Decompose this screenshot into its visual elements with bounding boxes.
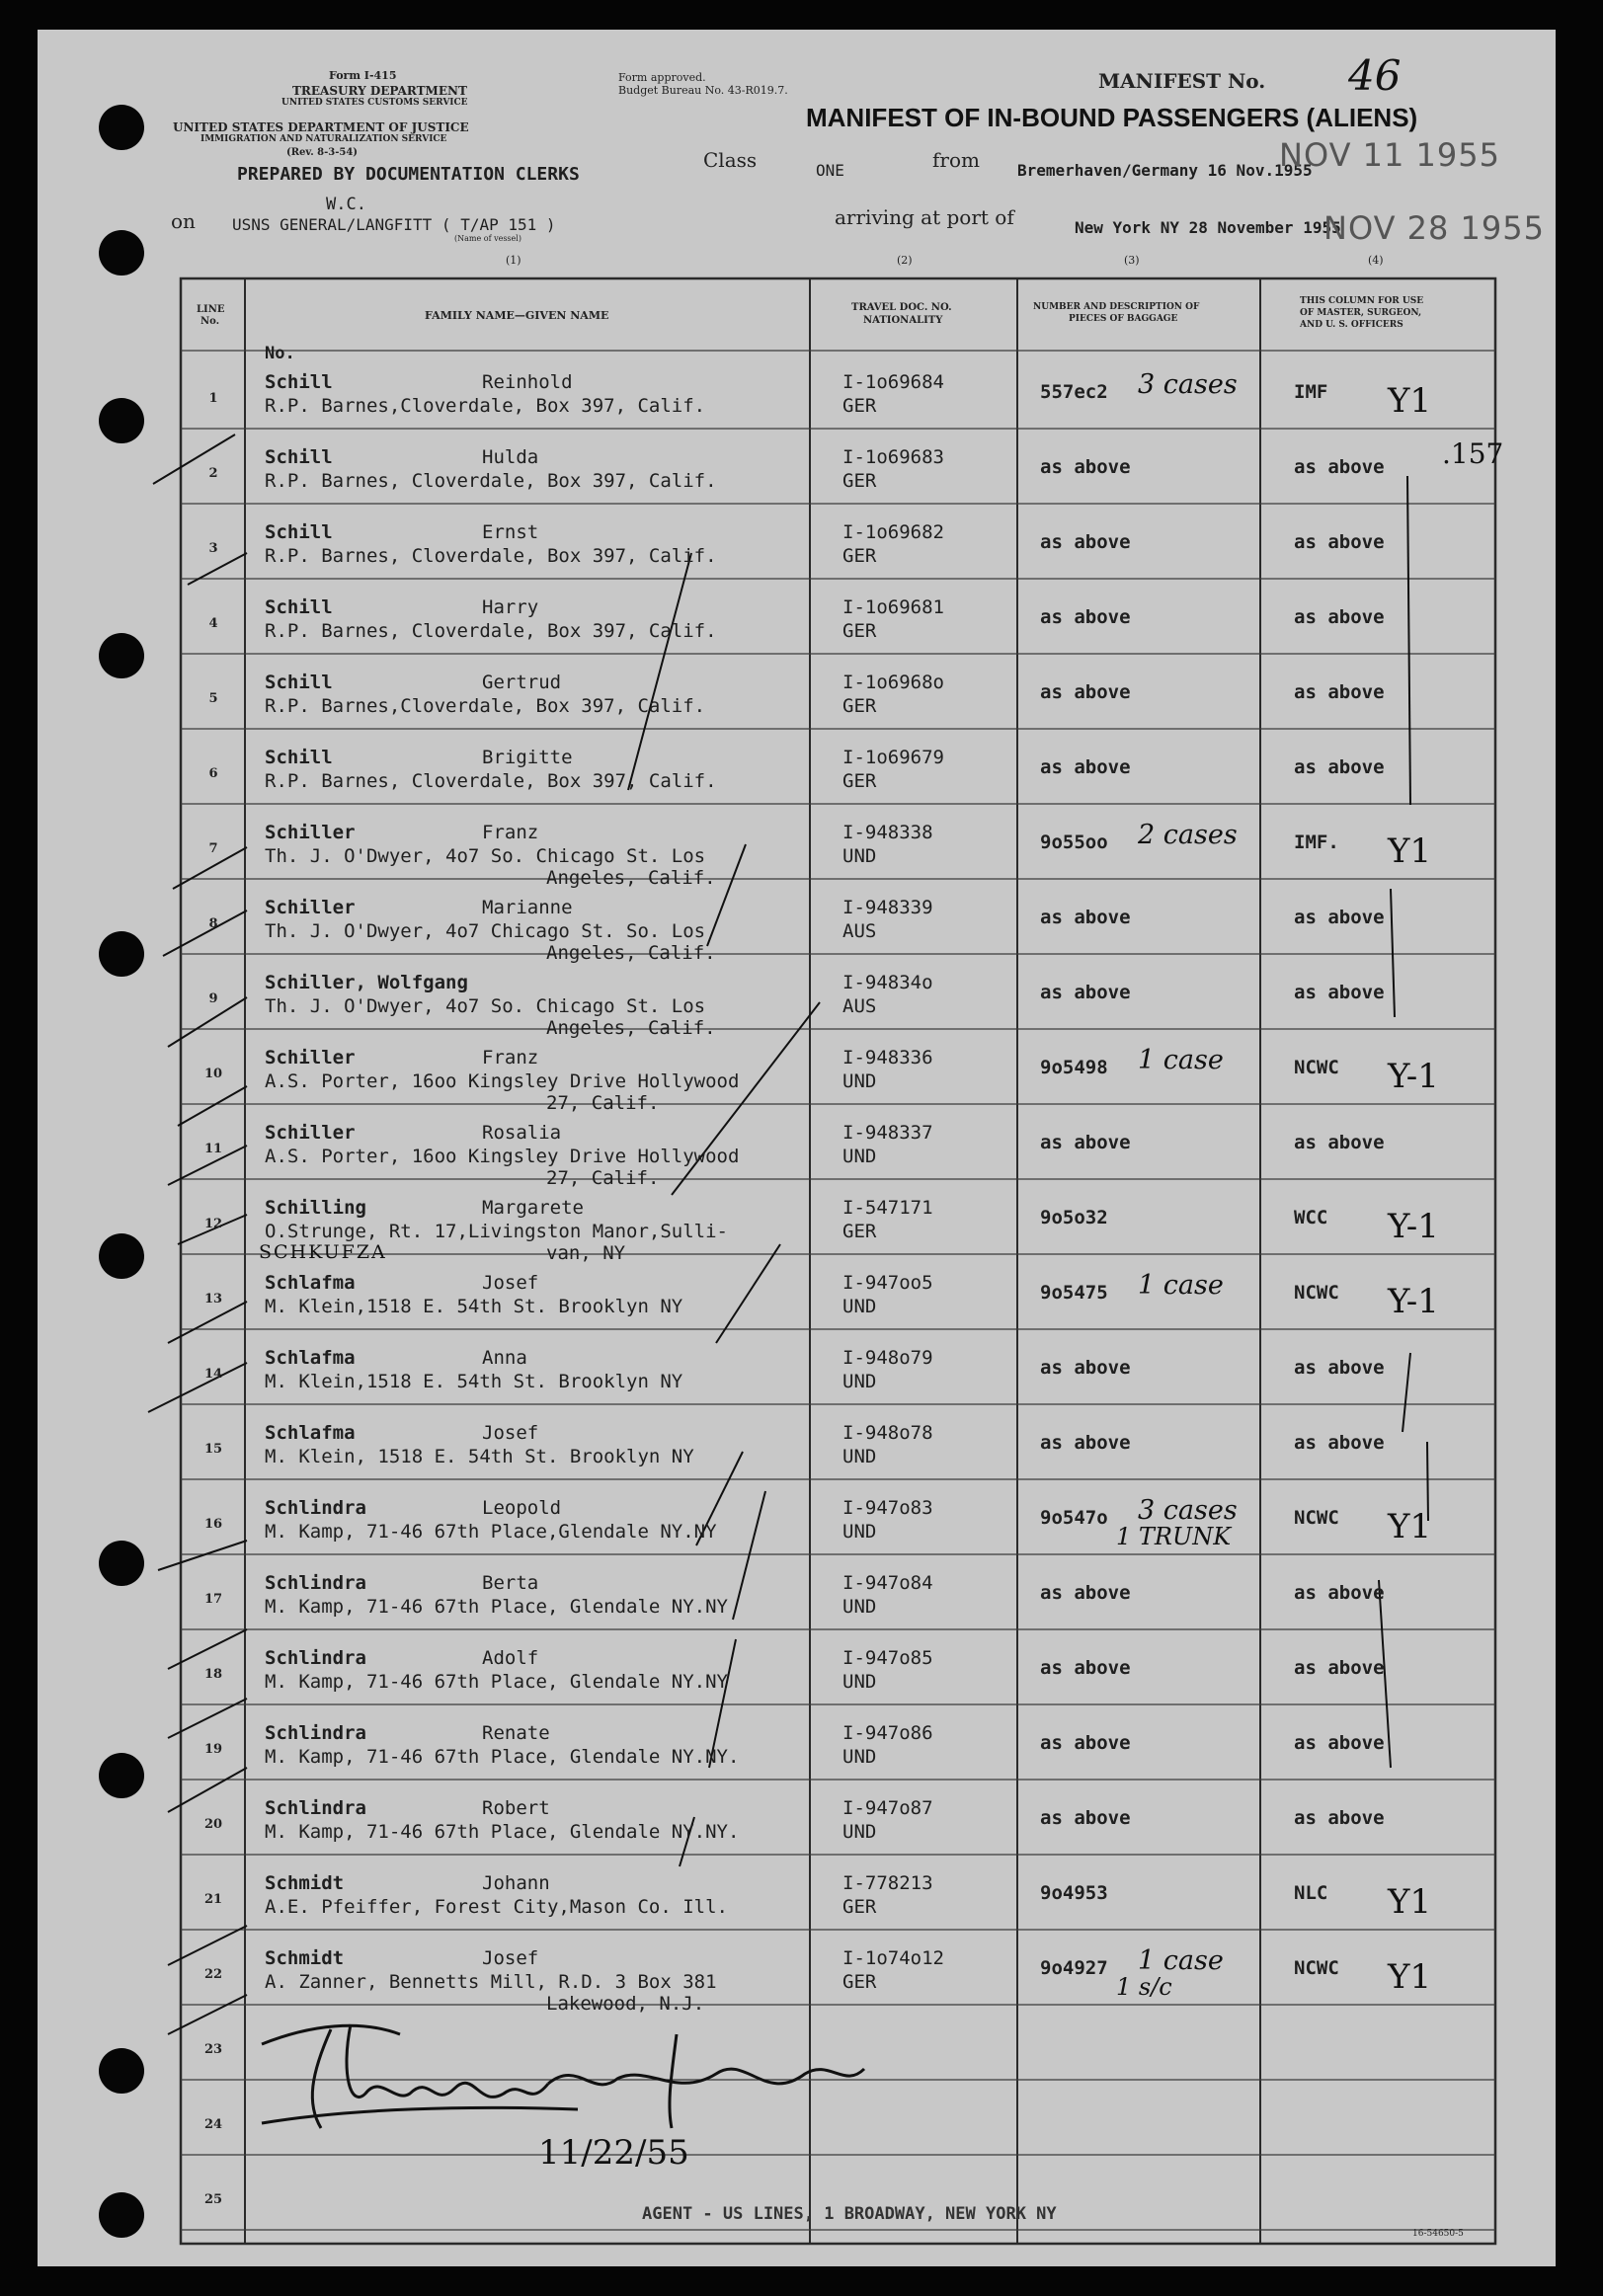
officer-use: as above: [1294, 1657, 1385, 1679]
us-address-cont: 27, Calif.: [546, 1167, 660, 1189]
officer-use: as above: [1294, 531, 1385, 553]
family-name: Schmidt: [265, 1947, 345, 1969]
from-label: from: [932, 148, 980, 172]
given-name: Hulda: [482, 446, 539, 468]
nationality: AUS: [842, 995, 877, 1017]
from-value: Bremerhaven/Germany 16 Nov.1955: [1017, 161, 1313, 180]
officer-use: as above: [1294, 606, 1385, 628]
us-address: Th. J. O'Dwyer, 4o7 So. Chicago St. Los: [265, 995, 706, 1017]
given-name: Leopold: [482, 1497, 562, 1519]
baggage: 9o55oo: [1040, 831, 1108, 853]
nationality: UND: [842, 1371, 877, 1392]
line-number: 18: [203, 1667, 223, 1682]
baggage: as above: [1040, 531, 1131, 553]
header-travel: TRAVEL DOC. NO.: [851, 302, 952, 313]
col-num-1: (1): [506, 254, 521, 267]
given-name: Berta: [482, 1572, 539, 1594]
baggage: as above: [1040, 681, 1131, 703]
us-address: M. Kamp, 71-46 67th Place, Glendale NY.NY.: [265, 1821, 740, 1843]
given-name: Josef: [482, 1947, 539, 1969]
travel-doc: I-948336: [842, 1047, 933, 1069]
officer-handwritten: Y1: [1388, 1882, 1432, 1922]
nationality: UND: [842, 1146, 877, 1167]
arriving-label: arriving at port of: [835, 205, 1014, 229]
line-number: 3: [208, 541, 218, 556]
travel-doc: I-1o69684: [842, 371, 944, 393]
travel-doc: I-1o69679: [842, 747, 944, 768]
baggage: as above: [1040, 1657, 1131, 1679]
family-name: Schill: [265, 521, 333, 543]
travel-doc: I-778213: [842, 1872, 933, 1894]
header-no: No.: [200, 316, 220, 327]
travel-doc: I-1o69683: [842, 446, 944, 468]
line-number: 10: [203, 1067, 223, 1081]
nationality: UND: [842, 845, 877, 867]
no-label: No.: [265, 344, 295, 363]
officer-handwritten: Y1: [1388, 831, 1432, 871]
nationality: GER: [842, 395, 877, 417]
line-number: 21: [203, 1892, 223, 1907]
header-officers-1: THIS COLUMN FOR USE: [1300, 296, 1424, 306]
officer-use: NCWC: [1294, 1057, 1339, 1078]
line-number: 2: [208, 466, 218, 481]
family-name: Schiller: [265, 1047, 356, 1069]
officer-use: as above: [1294, 1357, 1385, 1379]
baggage: 557ec2: [1040, 381, 1108, 403]
dept-treasury: TREASURY DEPARTMENT: [292, 84, 467, 98]
us-address: M. Kamp, 71-46 67th Place, Glendale NY.NY.: [265, 1746, 740, 1768]
given-name: Robert: [482, 1797, 550, 1819]
us-address-cont: Angeles, Calif.: [546, 942, 716, 964]
baggage: 9o547o: [1040, 1507, 1108, 1529]
nationality: UND: [842, 1070, 877, 1092]
form-number: Form I-415: [329, 69, 397, 82]
given-name: Ernst: [482, 521, 539, 543]
officer-use: NCWC: [1294, 1507, 1339, 1529]
nationality: UND: [842, 1671, 877, 1693]
manifest-title: MANIFEST OF IN-BOUND PASSENGERS (ALIENS): [806, 103, 1418, 132]
officer-use: as above: [1294, 756, 1385, 778]
us-address: M. Kamp, 71-46 67th Place,Glendale NY.NY: [265, 1521, 717, 1543]
us-address: Th. J. O'Dwyer, 4o7 So. Chicago St. Los: [265, 845, 706, 867]
nationality: GER: [842, 1896, 877, 1918]
line-number: 16: [203, 1517, 223, 1532]
nationality: GER: [842, 1971, 877, 1993]
baggage-handwritten: 2 cases: [1138, 820, 1238, 850]
baggage: as above: [1040, 1132, 1131, 1153]
us-address: R.P. Barnes, Cloverdale, Box 397, Calif.: [265, 770, 717, 792]
baggage-handwritten: 1 case: [1138, 1270, 1224, 1301]
given-name: Reinhold: [482, 371, 573, 393]
travel-doc: I-947o85: [842, 1647, 933, 1669]
form-revision: (Rev. 8-3-54): [286, 147, 359, 158]
dept-customs: UNITED STATES CUSTOMS SERVICE: [281, 98, 468, 108]
footer-code: 16-54650-5: [1412, 2229, 1464, 2239]
officer-handwritten: Y-1: [1388, 1057, 1439, 1096]
family-name: Schlafma: [265, 1272, 356, 1294]
officer-use: as above: [1294, 456, 1385, 478]
us-address: M. Klein, 1518 E. 54th St. Brooklyn NY: [265, 1446, 694, 1467]
us-address: R.P. Barnes, Cloverdale, Box 397, Calif.: [265, 470, 717, 492]
family-name: Schlindra: [265, 1647, 366, 1669]
line-number: 19: [203, 1742, 223, 1757]
given-name: Marianne: [482, 897, 573, 918]
given-name: Rosalia: [482, 1122, 562, 1144]
baggage: 9o4953: [1040, 1882, 1108, 1904]
travel-doc: I-947o87: [842, 1797, 933, 1819]
date-stamp: NOV 11 1955: [1279, 136, 1500, 174]
officer-use: as above: [1294, 681, 1385, 703]
us-address: A. Zanner, Bennetts Mill, R.D. 3 Box 381: [265, 1971, 717, 1993]
officer-use: WCC: [1294, 1207, 1328, 1228]
baggage: as above: [1040, 1582, 1131, 1604]
travel-doc: I-1o69682: [842, 521, 944, 543]
baggage: as above: [1040, 606, 1131, 628]
line-number: 22: [203, 1967, 223, 1982]
manifest-number: 46: [1348, 51, 1402, 100]
family-name: Schlindra: [265, 1722, 366, 1744]
nationality: UND: [842, 1596, 877, 1618]
given-name: Franz: [482, 822, 539, 843]
family-name: Schlindra: [265, 1572, 366, 1594]
line-number: 1: [208, 391, 218, 406]
officer-handwritten: Y1: [1388, 1957, 1432, 1997]
family-name: Schiller: [265, 897, 356, 918]
nationality: GER: [842, 695, 877, 717]
us-address-cont: Angeles, Calif.: [546, 1017, 716, 1039]
line-number: 7: [208, 841, 218, 856]
us-address: M. Klein,1518 E. 54th St. Brooklyn NY: [265, 1371, 683, 1392]
travel-doc: I-948o79: [842, 1347, 933, 1369]
family-name: Schiller, Wolfgang: [265, 972, 468, 993]
class-label: Class: [703, 148, 758, 172]
family-name: Schlafma: [265, 1347, 356, 1369]
travel-doc: I-94834o: [842, 972, 933, 993]
us-address: Th. J. O'Dwyer, 4o7 Chicago St. So. Los: [265, 920, 706, 942]
on-label: on: [171, 209, 196, 233]
baggage-handwritten: 3 cases: [1138, 369, 1238, 400]
baggage-handwritten-2: 1 TRUNK: [1116, 1523, 1232, 1550]
vessel-note: (Name of vessel): [454, 234, 521, 243]
us-address-cont: Angeles, Calif.: [546, 867, 716, 889]
line-number: 23: [203, 2042, 223, 2057]
officer-handwritten: Y1: [1388, 381, 1432, 421]
us-address: M. Kamp, 71-46 67th Place, Glendale NY.NY: [265, 1596, 728, 1618]
officer-handwritten: Y-1: [1388, 1282, 1439, 1321]
nationality: AUS: [842, 920, 877, 942]
line-number: 17: [203, 1592, 223, 1607]
us-address-cont: 27, Calif.: [546, 1092, 660, 1114]
nationality: GER: [842, 470, 877, 492]
family-name: Schiller: [265, 1122, 356, 1144]
family-name: Schilling: [265, 1197, 366, 1219]
baggage: as above: [1040, 1807, 1131, 1829]
baggage: as above: [1040, 1357, 1131, 1379]
baggage: 9o5o32: [1040, 1207, 1108, 1228]
officer-handwritten: Y-1: [1388, 1207, 1439, 1246]
us-address: A.S. Porter, 16oo Kingsley Drive Hollywood: [265, 1070, 740, 1092]
dept-ins: IMMIGRATION AND NATURALIZATION SERVICE: [200, 134, 447, 144]
arrival-stamp: NOV 28 1955: [1323, 209, 1545, 247]
prepared-by: PREPARED BY DOCUMENTATION CLERKS: [237, 164, 580, 185]
us-address: A.S. Porter, 16oo Kingsley Drive Hollywood: [265, 1146, 740, 1167]
line-number: 13: [203, 1292, 223, 1306]
baggage: as above: [1040, 456, 1131, 478]
baggage: as above: [1040, 907, 1131, 928]
family-name: Schlindra: [265, 1797, 366, 1819]
family-name: Schill: [265, 747, 333, 768]
budget-bureau: Budget Bureau No. 43-R019.7.: [618, 84, 788, 97]
nationality: UND: [842, 1746, 877, 1768]
baggage: as above: [1040, 1432, 1131, 1454]
col-num-2: (2): [897, 254, 913, 267]
baggage: 9o5498: [1040, 1057, 1108, 1078]
baggage-handwritten-2: 1 s/c: [1116, 1973, 1172, 2001]
travel-doc: I-947o83: [842, 1497, 933, 1519]
officer-handwritten: Y1: [1388, 1507, 1432, 1546]
officer-use: as above: [1294, 1432, 1385, 1454]
officer-use: NCWC: [1294, 1957, 1339, 1979]
officer-use: IMF: [1294, 381, 1328, 403]
family-name: Schlafma: [265, 1422, 356, 1444]
given-name: Johann: [482, 1872, 550, 1894]
travel-doc: I-1o69681: [842, 596, 944, 618]
officer-use: as above: [1294, 1582, 1385, 1604]
col-num-3: (3): [1124, 254, 1140, 267]
line-number: 6: [208, 766, 218, 781]
given-name: Franz: [482, 1047, 539, 1069]
family-name: Schiller: [265, 822, 356, 843]
nationality: UND: [842, 1521, 877, 1543]
line-number: 8: [208, 916, 218, 931]
us-address: A.E. Pfeiffer, Forest City,Mason Co. Ill.: [265, 1896, 728, 1918]
dept-justice: UNITED STATES DEPARTMENT OF JUSTICE: [173, 120, 469, 134]
us-address: R.P. Barnes,Cloverdale, Box 397, Calif.: [265, 695, 706, 717]
line-number: 14: [203, 1367, 223, 1382]
baggage: as above: [1040, 756, 1131, 778]
line-number: 11: [203, 1142, 223, 1156]
form-approved: Form approved.: [618, 71, 706, 84]
officer-use: NCWC: [1294, 1282, 1339, 1304]
arriving-value: New York NY 28 November 1955: [1075, 218, 1341, 237]
footer-agent: AGENT - US LINES, 1 BROADWAY, NEW YORK NY: [642, 2204, 1057, 2224]
signature-date: 11/22/55: [538, 2133, 689, 2173]
nationality: UND: [842, 1296, 877, 1317]
given-name: Renate: [482, 1722, 550, 1744]
officer-use: as above: [1294, 982, 1385, 1003]
nationality: GER: [842, 620, 877, 642]
nationality: UND: [842, 1821, 877, 1843]
nationality: GER: [842, 1221, 877, 1242]
travel-doc: I-947o84: [842, 1572, 933, 1594]
header-line: LINE: [197, 304, 225, 315]
header-pieces: PIECES OF BAGGAGE: [1069, 314, 1178, 324]
us-address: O.Strunge, Rt. 17,Livingston Manor,Sulli-: [265, 1221, 728, 1242]
line-number: 20: [203, 1817, 223, 1832]
officer-use: as above: [1294, 907, 1385, 928]
travel-doc: I-947o86: [842, 1722, 933, 1744]
margin-number: .157: [1442, 437, 1504, 470]
baggage: 9o4927: [1040, 1957, 1108, 1979]
line-number: 15: [203, 1442, 223, 1457]
family-name: Schill: [265, 446, 333, 468]
us-address: M. Kamp, 71-46 67th Place, Glendale NY.NY: [265, 1671, 728, 1693]
us-address: R.P. Barnes, Cloverdale, Box 397, Calif.: [265, 620, 717, 642]
travel-doc: I-948339: [842, 897, 933, 918]
given-name: Anna: [482, 1347, 527, 1369]
travel-doc: I-547171: [842, 1197, 933, 1219]
baggage-handwritten: 1 case: [1138, 1945, 1224, 1976]
family-name: Schill: [265, 596, 333, 618]
baggage: as above: [1040, 1732, 1131, 1754]
header-officers-2: OF MASTER, SURGEON,: [1300, 308, 1422, 318]
travel-doc: I-947oo5: [842, 1272, 933, 1294]
given-name: Josef: [482, 1422, 539, 1444]
vessel-name: USNS GENERAL/LANGFITT ( T/AP 151 ): [232, 215, 556, 234]
baggage: as above: [1040, 982, 1131, 1003]
given-name: Brigitte: [482, 747, 573, 768]
line-number: 25: [203, 2192, 223, 2207]
family-name: Schlindra: [265, 1497, 366, 1519]
class-value: ONE: [816, 161, 844, 180]
us-address-cont: Lakewood, N.J.: [546, 1993, 705, 2015]
travel-doc: I-948337: [842, 1122, 933, 1144]
manifest-label: MANIFEST No.: [1098, 69, 1266, 93]
family-name: Schill: [265, 371, 333, 393]
us-address: R.P. Barnes,Cloverdale, Box 397, Calif.: [265, 395, 706, 417]
header-nationality: NATIONALITY: [863, 315, 943, 326]
given-name: Josef: [482, 1272, 539, 1294]
line-number: 9: [208, 991, 218, 1006]
given-name: Margarete: [482, 1197, 584, 1219]
us-address: R.P. Barnes, Cloverdale, Box 397, Calif.: [265, 545, 717, 567]
travel-doc: I-1o6968o: [842, 672, 944, 693]
given-name: Adolf: [482, 1647, 539, 1669]
officer-use: as above: [1294, 1732, 1385, 1754]
officer-use: IMF.: [1294, 831, 1339, 853]
us-address: M. Klein,1518 E. 54th St. Brooklyn NY: [265, 1296, 683, 1317]
family-name: Schill: [265, 672, 333, 693]
officer-use: NLC: [1294, 1882, 1328, 1904]
officer-use: as above: [1294, 1807, 1385, 1829]
officer-use: as above: [1294, 1132, 1385, 1153]
line-number: 24: [203, 2117, 223, 2132]
col-num-4: (4): [1368, 254, 1384, 267]
line-number: 4: [208, 616, 218, 631]
header-officers-3: AND U. S. OFFICERS: [1300, 320, 1403, 330]
given-name: Harry: [482, 596, 539, 618]
nationality: GER: [842, 770, 877, 792]
us-address-cont: van, NY: [546, 1242, 626, 1264]
handwritten-name: SCHKUFZA: [259, 1241, 387, 1263]
header-name: FAMILY NAME—GIVEN NAME: [425, 309, 609, 322]
line-number: 12: [203, 1217, 223, 1231]
travel-doc: I-948o78: [842, 1422, 933, 1444]
nationality: UND: [842, 1446, 877, 1467]
baggage-handwritten: 3 cases: [1138, 1495, 1238, 1526]
baggage-handwritten: 1 case: [1138, 1045, 1224, 1075]
nationality: GER: [842, 545, 877, 567]
travel-doc: I-948338: [842, 822, 933, 843]
travel-doc: I-1o74o12: [842, 1947, 944, 1969]
given-name: Gertrud: [482, 672, 562, 693]
wc-label: W.C.: [326, 195, 366, 214]
header-baggage: NUMBER AND DESCRIPTION OF: [1033, 302, 1200, 312]
line-number: 5: [208, 691, 218, 706]
family-name: Schmidt: [265, 1872, 345, 1894]
baggage: 9o5475: [1040, 1282, 1108, 1304]
